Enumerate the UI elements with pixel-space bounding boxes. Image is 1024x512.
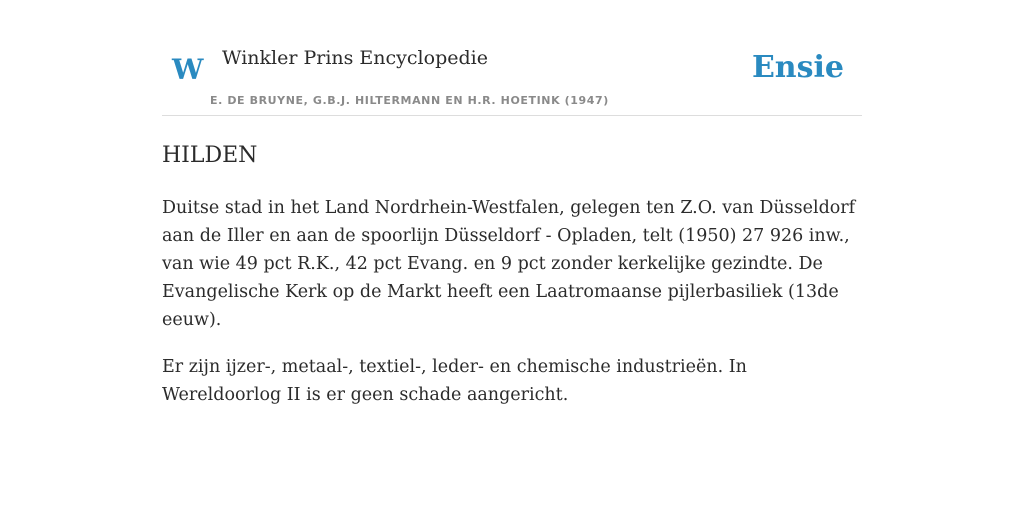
source-logo[interactable]: W xyxy=(172,53,204,86)
source-header xyxy=(162,0,862,116)
brand-logo[interactable]: Ensie xyxy=(751,50,844,85)
entry-paragraph: Er zijn ijzer-, metaal-, textiel-, leder- en chemische industrieën. In Wereldoorlog II is er geen schade aangericht. xyxy=(162,357,747,405)
entry-body xyxy=(162,194,862,409)
source-authors: E. DE BRUYNE, G.B.J. HILTERMANN EN H.R. HOETINK (1947) xyxy=(210,94,609,107)
entry-title: HILDEN xyxy=(162,143,258,168)
entry-paragraph: Duitse stad in het Land Nordrhein-Westfalen, gelegen ten Z.O. van Düsseldorf aan de Iller en aan de spoorlijn Düsseldorf - Opladen, telt (1950) 27 926 inw., van wie 49 pct R.K., 42 pct Evang. en 9 pct zonder kerkelijke gezindte. De Evangelische Kerk op de Markt heeft een Laatromaanse pijlerbasiliek (13de eeuw). xyxy=(162,198,856,330)
article-page xyxy=(162,0,862,409)
source-title[interactable]: Winkler Prins Encyclopedie xyxy=(222,47,488,69)
